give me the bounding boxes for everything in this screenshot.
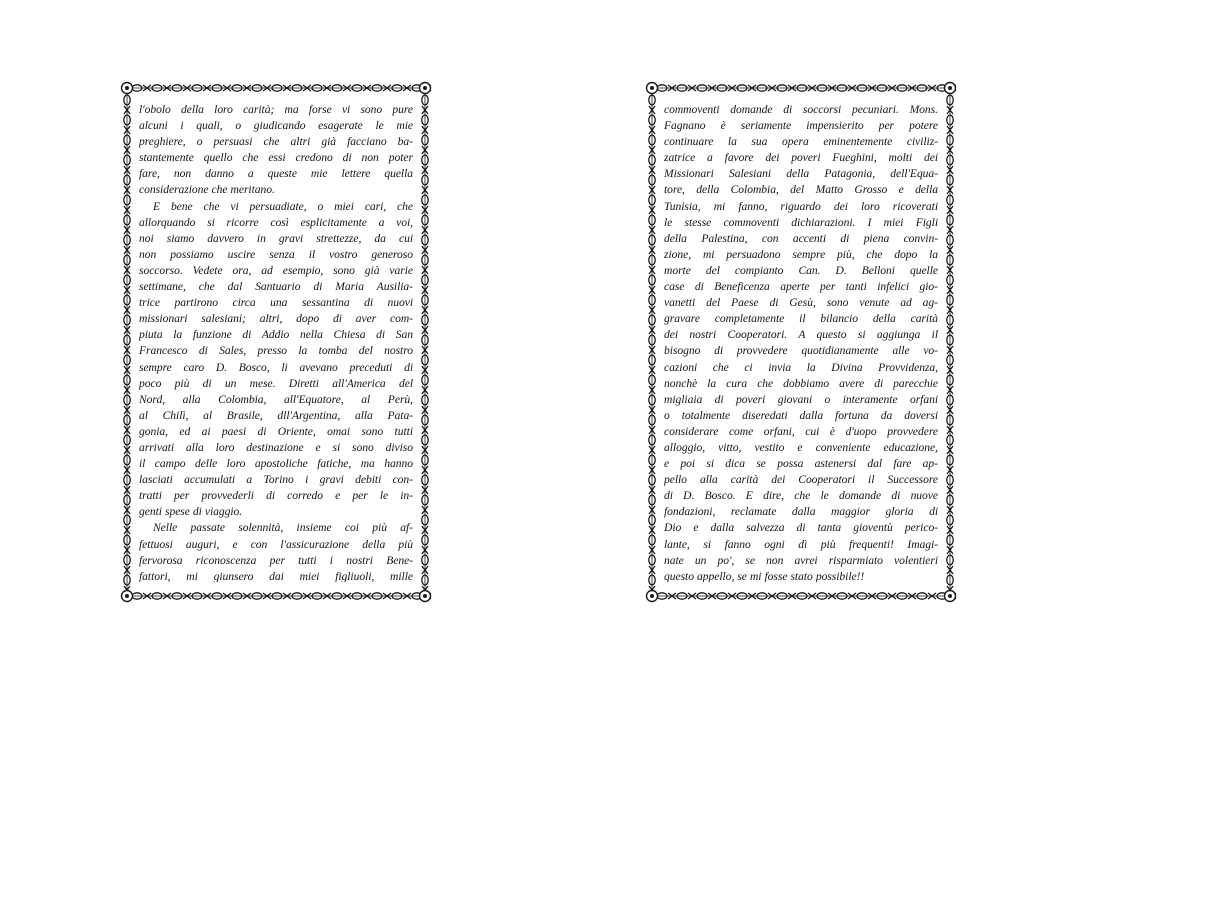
text-line: migliaia di poveri giovani o interamente orfani <box>664 392 938 406</box>
text-line: stantemente quello che essi credono di non poter <box>139 151 413 165</box>
text-line: zione, mi persuadono sempre più, che dopo la <box>664 247 938 261</box>
text-line: alloggio, vitto, vestito e conveniente educazione, <box>664 440 938 454</box>
text-line: continuare la sua opera eminentemente civiliz- <box>664 135 938 149</box>
text-line: morte del compianto Can. D. Belloni quelle <box>664 263 938 277</box>
text-line: preghiere, o persuasi che altri già facciano ba- <box>139 135 413 149</box>
text-line: e poi si dica se possa astenersi dal fare ap- <box>664 457 938 471</box>
text-line: al Chilì, al Brasile, dll'Argentina, alla Pata- <box>139 408 413 422</box>
text-line: fattori, mi giunsero dai miei figliuoli, mille <box>139 569 413 582</box>
right-page <box>644 80 958 604</box>
text-line: tratti per provvederli di corredo e per le in- <box>139 489 413 503</box>
text-line: pello alla carità dei Cooperatori il Successore <box>664 473 938 487</box>
text-line: missionari salesiani; altri, dopo di aver com- <box>139 312 413 326</box>
text-line: o totalmente diseredati dalla fortuna da doversi <box>664 408 938 422</box>
text-line: gravare completamente il bilancio della carità <box>664 312 938 326</box>
text-line: vanetti del Paese di Gesù, sono venute ad ag- <box>664 296 938 310</box>
text-line: Dio e dalla salvezza di tanta gioventù perico- <box>664 521 938 535</box>
text-line: le stesse commoventi dichiarazioni. I miei Figli <box>664 215 938 229</box>
text-line: l'obolo della loro carità; ma forse vi sono pure <box>139 103 413 116</box>
text-line: piuta la funzione di Addio nella Chiesa di San <box>139 328 413 342</box>
text-line: Nord, alla Colombia, all'Equatore, al Perù, <box>139 392 413 406</box>
text-line: commoventi domande di soccorsi pecuniari. Mons. <box>664 103 938 116</box>
text-line: lasciati accumulati a Torino i gravi debiti con- <box>139 473 413 487</box>
text-line: zatrice a favore dei poveri Fueghini, molti dei <box>664 151 938 165</box>
text-line: Tunisia, mi fanno, riguardo dei loro ricoverati <box>664 199 938 213</box>
text-line: considerare come orfani, cui è d'uopo provvedere <box>664 424 938 438</box>
text-line: fettuosi auguri, e con l'assicurazione della più <box>139 537 413 551</box>
text-line: Francesco di Sales, presso la tomba del nostro <box>139 344 413 358</box>
text-line: considerazione che meritano. <box>139 183 275 197</box>
text-line: fondazioni, reclamate dalla maggior gloria di <box>664 505 938 519</box>
text-line: Nelle passate solennità, insieme coi più af- <box>153 521 413 535</box>
text-line: allorquando si ricorre così esplicitamente a voi, <box>139 215 413 229</box>
text-line: gonia, ed ai paesi di Oriente, omai sono tutti <box>139 424 413 438</box>
text-line: nate un po', se non avrei risparmiato volentieri <box>664 553 938 567</box>
text-line: sempre caro D. Bosco, li avevano preceduti di <box>139 360 413 374</box>
text-line: questo appello, se mi fosse stato possibile!! <box>664 569 865 582</box>
text-line: tore, della Colombia, del Matto Grosso e della <box>664 183 938 197</box>
text-line: fare, non danno a queste mie lettere quella <box>139 167 413 181</box>
text-line: Fagnano è seriamente impensierito per potere <box>664 119 938 133</box>
text-line: fervorosa riconoscenza per tutti i nostri Bene- <box>139 553 413 567</box>
text-line: di D. Bosco. E dire, che le domande di nuove <box>664 489 938 503</box>
text-line: poco più di un mese. Diretti all'America del <box>139 376 413 390</box>
text-line: arrivati alla loro destinazione e si sono diviso <box>139 440 413 454</box>
text-line: trice partirono circa una sessantina di nuovi <box>139 296 413 310</box>
text-line: soccorso. Vedete ora, ad esempio, sono già varie <box>139 263 413 277</box>
text-line: alcuni i quali, o giudicando esagerate le mie <box>139 119 413 133</box>
text-line: settimane, che dal Santuario di Maria Ausilia- <box>139 280 413 294</box>
text-line: genti spese di viaggio. <box>139 505 243 519</box>
right-page-text <box>664 102 938 582</box>
text-line: Missionari Salesiani della Patagonia, dell'Equa- <box>664 167 938 181</box>
text-line: cazioni che ci invia la Divina Provvidenza, <box>664 360 938 374</box>
text-line: noi siamo davvero in gravi strettezze, da cui <box>139 231 413 245</box>
left-page-text <box>139 102 413 582</box>
text-line: E bene che vi persuadiate, o miei cari, che <box>153 199 413 213</box>
text-line: dei nostri Cooperatori. A questo si aggiunga il <box>664 328 938 342</box>
left-page <box>119 80 433 604</box>
text-line: case di Beneficenza aperte per tanti infelici gio- <box>664 280 938 294</box>
text-line: lante, si fanno ogni dì più frequenti! Imagi- <box>664 537 938 551</box>
text-line: il campo delle loro apostoliche fatiche, ma hanno <box>139 457 413 471</box>
text-line: della Palestina, con accenti di piena convin- <box>664 231 938 245</box>
text-line: bisogno di provvedere quotidianamente alle vo- <box>664 344 938 358</box>
text-line: non possiamo uscire senza il vostro generoso <box>139 247 413 261</box>
text-line: nonchè la cura che dobbiamo avere di parecchie <box>664 376 938 390</box>
